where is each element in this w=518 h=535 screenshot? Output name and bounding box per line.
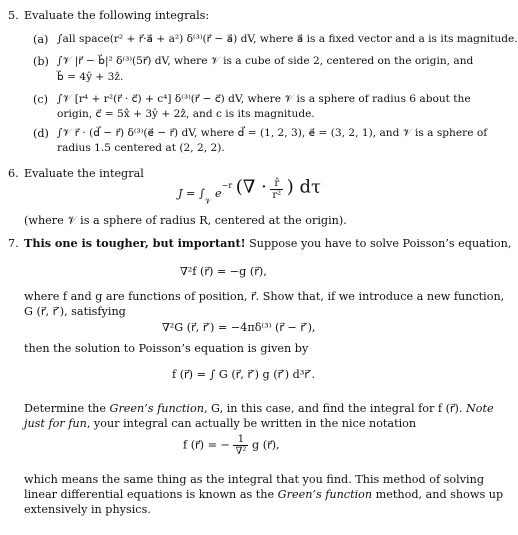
eq6-paren-open: (∇ · <box>235 176 267 198</box>
problem-7-para4-line1: which means the same thing as the integral that you find. This method of solving <box>24 473 484 486</box>
problem-5c-text-line1: ∫𝒱 [r⁴ + r²(r⃗ · c⃗) + c⁴] δ⁽³⁾(r⃗ − c⃗) dV, where 𝒱 is a sphere of radius 6 about the <box>57 93 471 105</box>
greens-function-equation: ∇²G (r⃗, r⃗′) = −4πδ⁽³⁾ (r⃗ − r⃗′), <box>162 321 316 334</box>
problem-7-para2: then the solution to Poisson’s equation is given by <box>24 342 309 355</box>
problem-6-equation <box>178 178 321 212</box>
problem-5b-text-line2: b⃗ = 4ŷ + 3ẑ. <box>57 71 124 83</box>
problem-5a-text: ∫all space(r² + r⃗·a⃗ + a²) δ⁽³⁾(r⃗ − a⃗) dV, where a⃗ is a fixed vector and a is its magnitude. <box>57 33 518 45</box>
problem-7-intro <box>24 236 511 251</box>
inverse-laplacian-equation <box>183 434 280 457</box>
problem-5b-text-line1: ∫𝒱 |r⃗ − b⃗|² δ⁽³⁾(5r⃗) dV, where 𝒱 is a cube of side 2, centered on the origin, and <box>57 55 474 67</box>
problem-7-para3-line2 <box>24 416 416 431</box>
eq4-fraction <box>233 434 248 457</box>
eq6-frac-top: r̂ <box>270 178 283 190</box>
eq6-paren-close: ) dτ <box>286 176 321 198</box>
problem-6-intro: Evaluate the integral <box>24 167 144 180</box>
eq6-fraction <box>270 178 283 201</box>
problem-7-para4-line2 <box>24 487 503 502</box>
para3-text-c: , your integral can actually be written in the nice notation <box>86 417 417 430</box>
eq4-frac-top: 1 <box>233 434 248 446</box>
problem-7-para1-line1: where f and g are functions of position, r⃗. Show that, if we introduce a new function, <box>24 290 505 303</box>
problem-7-number: 7. <box>8 237 19 250</box>
problem-5-number: 5. <box>8 9 19 22</box>
eq4-lhs: f (r⃗) = − <box>183 438 230 452</box>
problem-5d-text-line2: radius 1.5 centered at (2, 2, 2). <box>57 142 225 154</box>
para4-text-a: linear differential equations is known as the <box>24 488 278 501</box>
eq6-integral-domain: 𝒱 <box>204 196 212 206</box>
problem-5d-text-line1: ∫𝒱 r⃗ · (d⃗ − r⃗) δ⁽³⁾(e⃗ − r⃗) dV, where d⃗ = (1, 2, 3), e⃗ = (3, 2, 1), and 𝒱 is a sphere of <box>57 127 488 139</box>
problem-5d-label: (d) <box>33 127 49 140</box>
para4-text-b: method, and shows up <box>372 488 504 501</box>
eq6-frac-bottom: r² <box>272 190 282 202</box>
para3-note-italic: Note <box>466 402 494 415</box>
eq6-exp-base: e <box>215 186 222 200</box>
eq4-rhs: g (r⃗), <box>252 438 280 452</box>
problem-5-intro: Evaluate the following integrals: <box>24 9 210 22</box>
problem-7-para3-line1 <box>24 401 494 416</box>
problem-5a-label: (a) <box>33 33 49 46</box>
para3-just-for-fun-italic: just for fun <box>24 417 87 430</box>
para4-greens-function-italic: Green’s function <box>277 488 373 501</box>
problem-6-number: 6. <box>8 167 19 180</box>
para3-greens-function-italic: Green’s function <box>109 402 204 415</box>
eq6-exp-power: −r <box>221 181 233 190</box>
eq6-lhs: J = ∫ <box>178 186 205 200</box>
problem-5b-label: (b) <box>33 55 49 68</box>
problem-7-para4-line3: extensively in physics. <box>24 503 151 516</box>
problem-6-note: (where 𝒱 is a sphere of radius R, centered at the origin). <box>24 214 347 227</box>
eq4-frac-bottom: ∇² <box>235 446 247 457</box>
para3-text-b: , G, in this case, and find the integral for f (r⃗). <box>203 402 467 415</box>
problem-7-para1-line2: G (r⃗, r⃗′), satisfying <box>24 305 126 318</box>
poisson-equation: ∇²f (r⃗) = −g (r⃗), <box>180 265 267 278</box>
solution-integral-equation: f (r⃗) = ∫ G (r⃗, r⃗′) g (r⃗′) d³r⃗′. <box>172 368 316 381</box>
problem-5c-label: (c) <box>33 93 48 106</box>
para3-text-a: Determine the <box>24 402 110 415</box>
problem-5c-text-line2: origin, c⃗ = 5x̂ + 3ŷ + 2ẑ, and c is its magnitude. <box>57 108 315 120</box>
problem-7-bold-intro: This one is tougher, but important! <box>24 236 246 250</box>
problem-7-intro-rest: Suppose you have to solve Poisson’s equation, <box>245 237 512 250</box>
